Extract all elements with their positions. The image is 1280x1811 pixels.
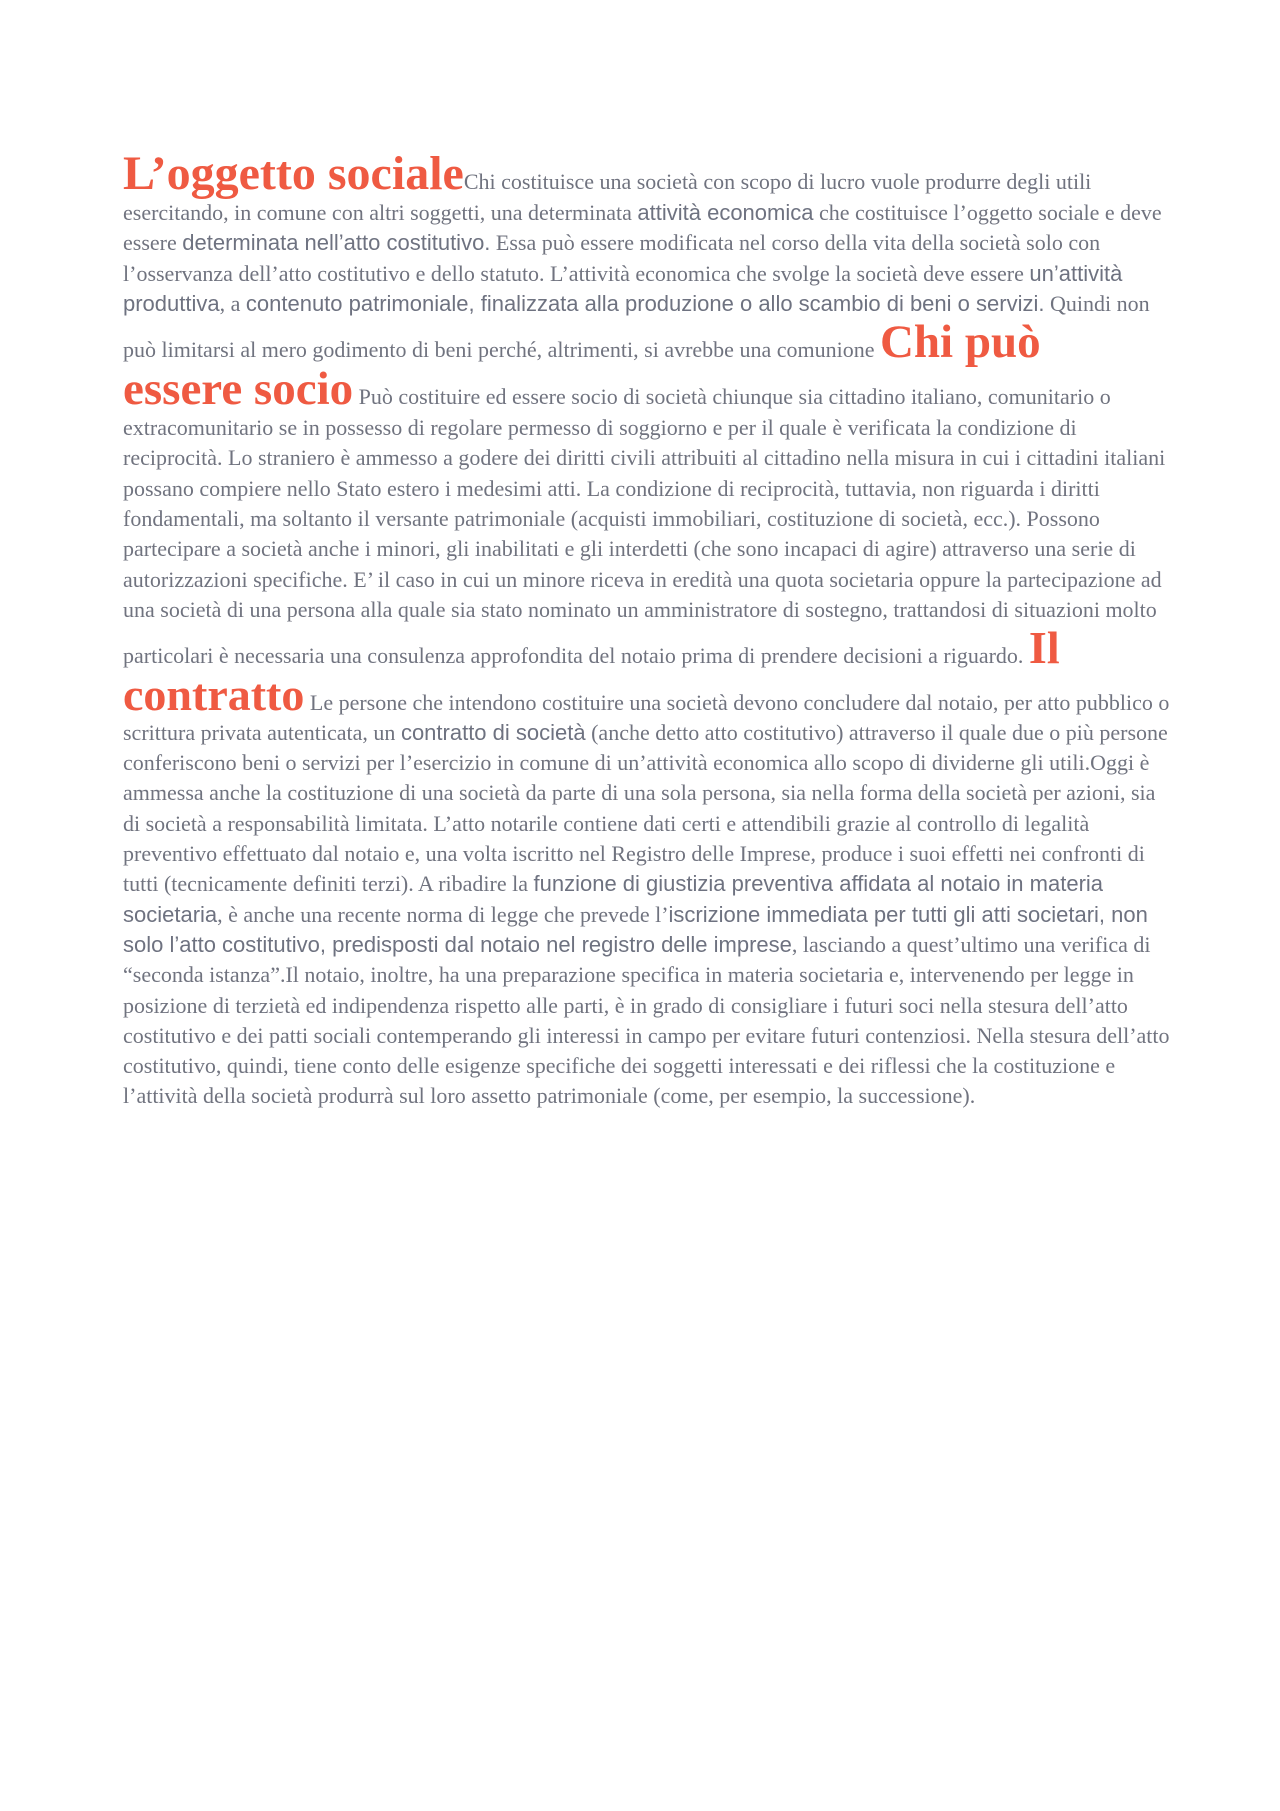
highlight-text: determinata nell’atto costitutivo. [182, 230, 491, 256]
body-text: (anche detto atto costitutivo) attraverso il quale due o più persone conferiscono beni o servizi per l’esercizio in comune di un’attività economica allo scopo di dividerne gli utili.Oggi è ammessa anche la costituzione di una società da parte di una sola persona, sia nella forma della società per azioni, sia di società a responsabilità limitata. L’atto notarile contiene dati certi e attendibili grazie al controllo di legalità preventivo effettuato dal notaio e, una volta iscritto nel Registro delle Imprese, produce i suoi effetti nei confronti di tutti (tecnicamente definiti terzi). A ribadire la [123, 719, 1168, 897]
body-text: Essa può essere modificata nel corso della vita della società solo con l’osservanza dell’atto costitutivo e dello statuto. L’attività economica che svolge la società deve essere [123, 230, 1101, 286]
heading-chi-puo-essere-socio: Chi può essere socio [123, 316, 1041, 416]
body-text: che costituisce l’oggetto sociale e deve essere [123, 200, 1162, 256]
body-text: , è anche una recente norma di legge che prevede l’ [217, 901, 669, 927]
highlight-text: attività economica [637, 200, 814, 225]
body-text: , lasciando a quest’ultimo una verifica di “seconda istanza”.Il notaio, inoltre, ha una preparazione specifica in materia societaria e, intervenendo per legge in posizione di terzietà ed indipendenza rispetto alle parti, è in grado di consigliare i futuri soci nella stesura dell’atto costitutivo e dei patti sociali contemperando gli interessi in campo per evitare futuri contenziosi. Nella stesura dell’atto costitutivo, quindi, tiene conto delle esigenze specifiche dei soggetti interessati e dei riflessi che la costituzione e l’attività della società produrrà sul loro assetto patrimoniale (come, per esempio, la successione). [123, 931, 1170, 1109]
highlight-text: funzione di giustizia preventiva affidata al notaio in materia societaria [123, 871, 1104, 927]
body-text: Le persone che intendono costituire una società devono concludere dal notaio, per atto pubblico o scrittura privata autenticata, un [123, 689, 1170, 745]
heading-il-contratto: Il contratto [123, 622, 1060, 720]
highlight-text: contratto di società [400, 719, 586, 745]
document-body [123, 147, 1171, 1112]
body-text: , a [219, 290, 246, 316]
heading-oggetto-sociale: L’oggetto sociale [123, 147, 464, 200]
document-page [123, 147, 1171, 1112]
body-text: Quindi non può limitarsi al mero godimento di beni perché, altrimenti, si avrebbe una comunione [123, 290, 1150, 363]
highlight-text: contenuto patrimoniale, finalizzata alla produzione o allo scambio di beni o servizi. [245, 290, 1045, 316]
body-text: Chi costituisce una società con scopo di lucro vuole produrre degli utili esercitando, in comune con altri soggetti, una determinata [123, 169, 1092, 225]
highlight-text: iscrizione immediata per tutti gli atti societari, non solo l’atto costitutivo, predisposti dal notaio nel registro delle imprese [123, 901, 1148, 957]
highlight-text: un’attività produttiva [123, 260, 1123, 316]
body-text: Può costituire ed essere socio di società chiunque sia cittadino italiano, comunitario o extracomunitario se in possesso di regolare permesso di soggiorno e per il quale è verificata la condizione di reciprocità. Lo straniero è ammesso a godere dei diritti civili attribuiti al cittadino nella misura in cui i cittadini italiani possano compiere nello Stato estero i medesimi atti. La condizione di reciprocità, tuttavia, non riguarda i diritti fondamentali, ma soltanto il versante patrimoniale (acquisti immobiliari, costituzione di società, ecc.). Possono partecipare a società anche i minori, gli inabilitati e gli interdetti (che sono incapaci di agire) attraverso una serie di autorizzazioni specifiche. E’ il caso in cui un minore riceva in eredità una quota societaria oppure la partecipazione ad una società di una persona alla quale sia stato nominato un amministratore di sostegno, trattandosi di situazioni molto particolari è necessaria una consulenza approfondita del notaio prima di prendere decisioni a riguardo. [123, 384, 1166, 669]
